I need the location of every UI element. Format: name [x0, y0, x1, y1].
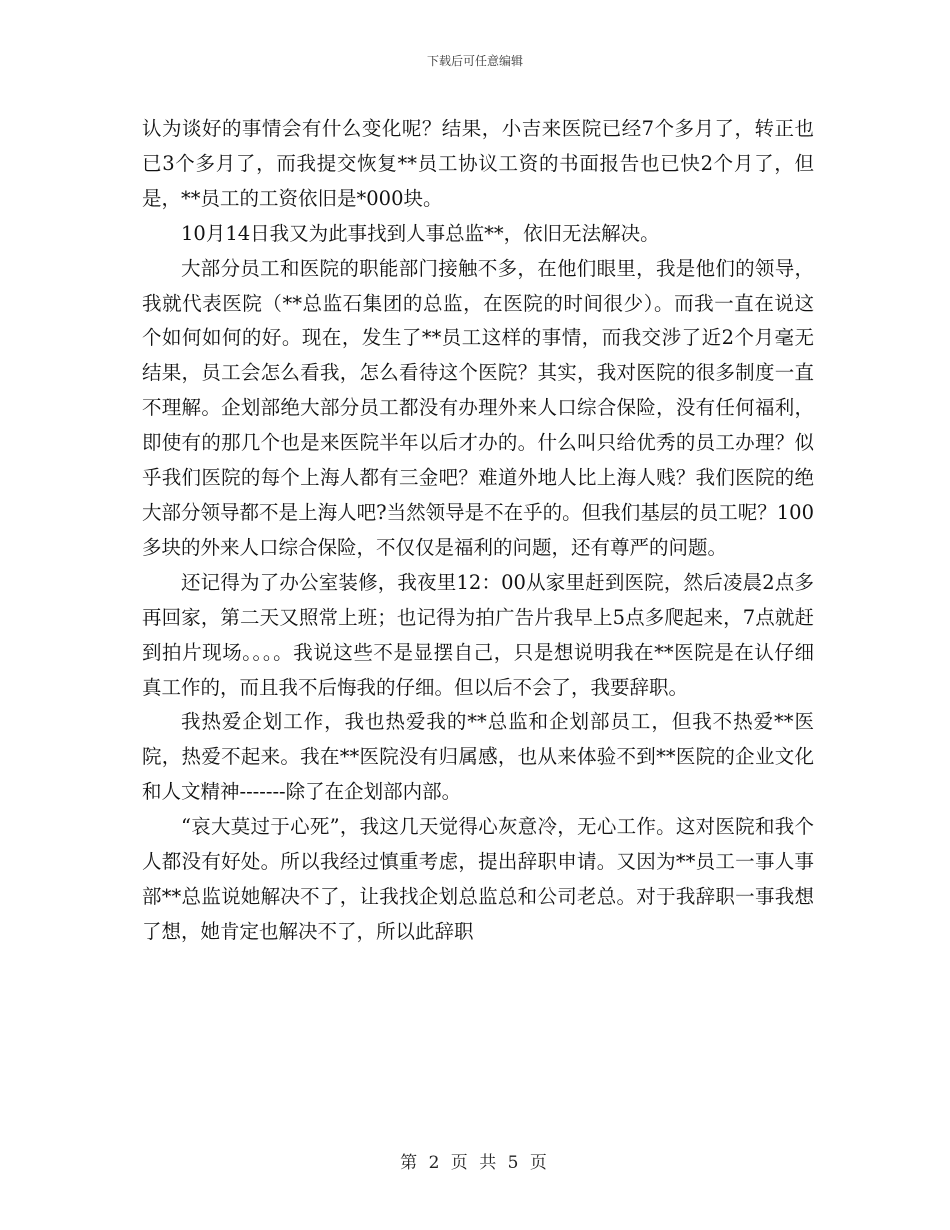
page-number-footer: 第 2 页 共 5 页	[400, 1153, 550, 1173]
page-header-note: 下载后可任意编辑	[426, 54, 523, 68]
paragraph: 大部分员工和医院的职能部门接触不多，在他们眼里，我是他们的领导，我就代表医院（**总监石集团的总监，在医院的时间很少）。而我一直在说这个如何如何的好。现在，发生了**员工这样的事情，而我交涉了近2个月毫无结果，员工会怎么看我，怎么看待这个医院？其实，我对医院的很多制度一直不理解。企划部绝大部分员工都没有办理外来人口综合保险，没有任何福利，即使有的那几个也是来医院半年以后才办的。什么叫只给优秀的员工办理？似乎我们医院的每个上海人都有三金吧？难道外地人比上海人贱？我们医院的绝大部分领导都不是上海人吧?当然领导是不在乎的。但我们基层的员工呢？100多块的外来人口综合保险，不仅仅是福利的问题，还有尊严的问题。	[142, 256, 814, 559]
paragraph: 还记得为了办公室装修，我夜里12：00从家里赶到医院，然后凌晨2点多再回家，第二天又照常上班；也记得为拍广告片我早上5点多爬起来，7点就赶到拍片现场。。。。我说这些不是显摆自己，只是想说明我在**医院是在认仔细真工作的，而且我不后悔我的仔细。但以后不会了，我要辞职。	[142, 570, 814, 699]
paragraph: “哀大莫过于心死”，我这几天觉得心灰意冷，无心工作。这对医院和我个人都没有好处。所以我经过慎重考虑，提出辞职申请。又因为**员工一事人事部**总监说她解决不了，让我找企划总监总和公司老总。对于我辞职一事我想了想，她肯定也解决不了，所以此辞职	[142, 815, 814, 943]
document-body	[142, 112, 814, 950]
paragraph: 我热爱企划工作，我也热爱我的**总监和企划部员工，但我不热爱**医院，热爱不起来。我在**医院没有归属感，也从来体验不到**医院的企业文化和人文精神-------除了在企划部内部。	[142, 710, 814, 804]
paragraph-continued: 认为谈好的事情会有什么变化呢？结果，小吉来医院已经7个多月了，转正也已3个多月了，而我提交恢复**员工协议工资的书面报告也已快2个月了，但是，**员工的工资依旧是*000块。	[142, 117, 814, 210]
paragraph: 10月14日我又为此事找到人事总监**，依旧无法解决。	[181, 221, 660, 245]
